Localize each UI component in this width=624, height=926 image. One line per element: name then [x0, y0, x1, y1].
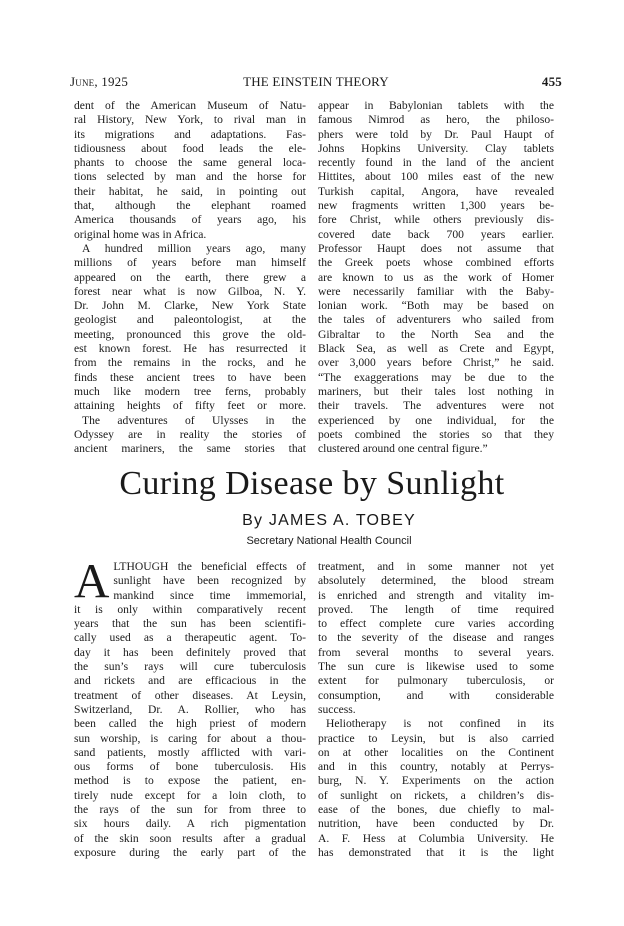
article-left-column: [74, 553, 306, 860]
text-line: Johns Hopkins University. Clay tablets: [318, 141, 554, 155]
text-line: covered date back 700 years earlier.: [318, 227, 554, 241]
text-line: ous forms of bone tuberculosis. His: [74, 760, 306, 774]
text-line: “The exaggerations may be due to the: [318, 370, 554, 384]
text-line: fore Christ, while others previously dis-: [318, 213, 554, 227]
text-line: burg, N. Y. Experiments on the action: [318, 774, 554, 788]
text-line: much like modern tree ferns, probably: [74, 384, 306, 398]
text-line: treatment, and in some manner not yet: [318, 560, 554, 573]
text-line: Heliotherapy is not confined in its: [326, 717, 554, 731]
text-line: that, although the elephant roamed: [74, 199, 306, 213]
text-line: tidiousness about food leads the ele-: [74, 141, 306, 155]
text-line: Gibraltar to the North Sea and the: [318, 327, 554, 341]
text-line: A hundred million years ago, many: [82, 241, 306, 255]
text-line: A. F. Hess at Columbia University. He: [318, 831, 554, 845]
text-line: geologist and paleontologist, at the: [74, 313, 306, 327]
text-line: of the skin soon results after a gradual: [74, 831, 306, 845]
text-line: millions of years before man himself: [74, 256, 306, 270]
page-number: 455: [541, 74, 562, 89]
text-line: its migrations and adaptations. Fas-: [74, 127, 306, 141]
text-line: LTHOUGH the beneficial effects of: [113, 560, 306, 573]
text-line: to the severity of the disease and ranges: [318, 631, 554, 645]
text-line: meeting, pronounced this grove the old-: [74, 327, 306, 341]
text-line: are known to us as the work of Homer: [318, 270, 554, 284]
article-byline: By JAMES A. TOBEY: [242, 512, 416, 529]
text-line: sand patients, mostly afflicted with vari-: [74, 745, 306, 759]
text-line: finds these ancient trees to have been: [74, 370, 306, 384]
running-header: [70, 74, 562, 90]
text-line: were necessarily familiar with the Baby-: [318, 284, 554, 298]
text-line: has demonstrated that it is the light: [318, 845, 554, 859]
text-line: it is only within comparatively recent: [74, 602, 306, 616]
text-line: mariners, but their tales lost nothing in: [318, 384, 554, 398]
text-line: consumption, and with considerable: [318, 688, 554, 702]
issue-date: June, 1925: [70, 74, 129, 89]
text-line: the rays of the sun for from three to: [74, 803, 306, 817]
text-line: absolutely determined, the blood stream: [318, 574, 554, 588]
text-line: The adventures of Ulysses in the: [82, 413, 306, 427]
text-line: Hittites, about 100 miles east of the new: [318, 170, 554, 184]
article-title: Curing Disease by Sunlight: [119, 465, 505, 502]
text-line: practice to Leysin, but is also carried: [318, 731, 554, 745]
text-line: attaining heights of fifty feet or more.: [74, 399, 306, 413]
text-line: day it has been definitely proved that: [74, 645, 306, 659]
text-line: new fragments written 1,300 years be-: [318, 199, 554, 213]
text-line: is enriched and strength and vitality im-: [318, 588, 554, 602]
text-line: method is to expose the patient, en-: [74, 774, 306, 788]
top-left-column: [74, 99, 306, 456]
text-line: years that the sun has been scientifi-: [74, 617, 306, 631]
text-line: experienced by one individual, for the: [318, 413, 554, 427]
text-line: exposure during the early part of the: [74, 845, 306, 859]
text-line: six hours daily. A rich pigmentation: [74, 817, 306, 831]
text-line: tions selected by man and the horse for: [74, 170, 306, 184]
text-line: ancient mariners, the same stories that: [74, 442, 306, 456]
text-line: dent of the American Museum of Natu-: [74, 99, 306, 112]
text-line: been called the high priest of modern: [74, 717, 306, 731]
text-line: nutrition, have been conducted by Dr.: [318, 817, 554, 831]
text-line: the tales of adventurers who sailed from: [318, 313, 554, 327]
text-line: Professor Haupt does not assume that: [318, 241, 554, 255]
text-line: proved. The length of time required: [318, 602, 554, 616]
text-line: poets combined the stories so that they: [318, 427, 554, 441]
text-line: over 3,000 years before Christ,” he said.: [318, 356, 554, 370]
text-line: sunlight have been recognized by: [113, 574, 306, 588]
text-line: from the remains in the rocks, and he: [74, 356, 306, 370]
text-line: phers were told by Dr. Paul Haupt of: [318, 127, 554, 141]
text-line: Turkish capital, Angora, have revealed: [318, 184, 554, 198]
text-line: from several months to several years.: [318, 645, 554, 659]
drop-cap: A: [74, 553, 110, 608]
text-line: appeared on the earth, there grew a: [74, 270, 306, 284]
section-title: THE EINSTEIN THEORY: [243, 74, 389, 89]
text-line: est known forest. He has resurrected it: [74, 342, 306, 356]
text-line: recently found in the land of the ancient: [318, 156, 554, 170]
text-line: Dr. John M. Clarke, New York State: [74, 299, 306, 313]
text-line: the Greek poets whose combined efforts: [318, 256, 554, 270]
top-right-column: [318, 99, 554, 456]
text-line: and in this country, notably at Perrys-: [318, 760, 554, 774]
text-line: treatment of other diseases. At Leysin,: [74, 688, 306, 702]
text-line: extent for pulmonary tuberculosis, or: [318, 674, 554, 688]
text-line: Black Sea, as well as Crete and Egypt,: [318, 342, 554, 356]
author-affiliation: Secretary National Health Council: [246, 535, 412, 547]
text-line: forest near what is now Gilboa, N. Y.: [74, 284, 306, 298]
text-line: phants to choose the same general loca-: [74, 156, 306, 170]
text-line: tirely nude except for a loin cloth, to: [74, 788, 306, 802]
text-line: their habitat, he said, in pointing out: [74, 184, 306, 198]
text-line: cally used as a therapeutic agent. To-: [74, 631, 306, 645]
text-line: of sunlight on rickets, a children’s dis-: [318, 788, 554, 802]
text-line: The sun cure is likewise used to some: [318, 660, 554, 674]
article-right-column: [318, 560, 554, 860]
text-line: original home was in Africa.: [74, 227, 207, 241]
text-line: clustered around one central figure.”: [318, 442, 488, 456]
text-line: on at other localities on the Continent: [318, 745, 554, 759]
text-line: their travels. The adventures were not: [318, 399, 554, 413]
text-line: the sun’s rays will cure tuberculosis: [74, 660, 306, 674]
text-line: ral History, New York, to rival man in: [74, 113, 306, 127]
text-line: famous Nimrod as hero, the philoso-: [318, 113, 554, 127]
text-line: Switzerland, Dr. A. Rollier, who has: [74, 702, 306, 716]
text-line: to effect complete cure varies according: [318, 617, 554, 631]
text-line: lonian work. “Both may be based on: [318, 299, 554, 313]
text-line: ease of the bones, due chiefly to mal-: [318, 803, 554, 817]
text-line: sun worship, is caring for about a thou-: [74, 731, 306, 745]
text-line: appear in Babylonian tablets with the: [318, 99, 554, 112]
text-line: and rickets and are efficacious in the: [74, 674, 306, 688]
text-line: Odyssey are in reality the stories of: [74, 427, 306, 441]
text-line: mankind since time immemorial,: [113, 588, 306, 602]
text-line: success.: [318, 702, 356, 716]
text-line: America thousands of years ago, his: [74, 213, 306, 227]
